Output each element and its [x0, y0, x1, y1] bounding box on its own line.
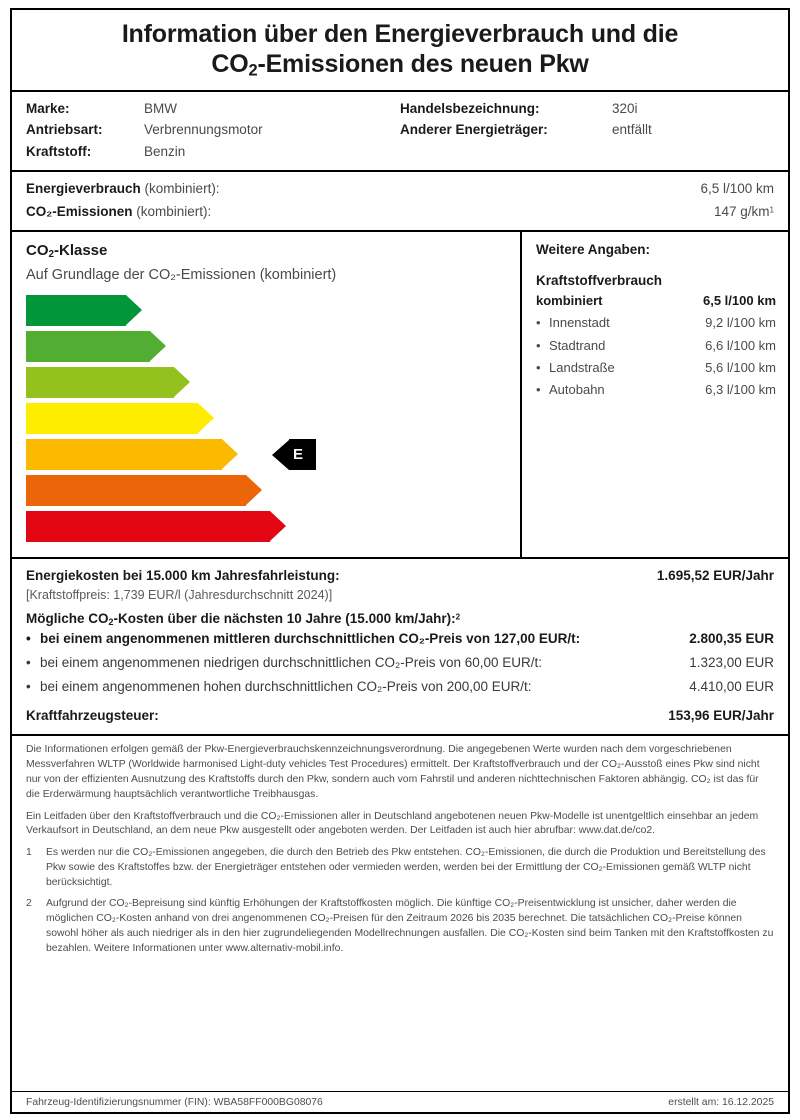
vehicle-row [26, 98, 400, 120]
co2-class-section [12, 230, 788, 559]
class-bar-g [26, 511, 270, 542]
fuel-label: • Autobahn [536, 379, 605, 401]
fuel-value: 6,3 l/100 km [705, 382, 776, 398]
fuel-price-note: [Kraftstoffpreis: 1,739 EUR/l (Jahresdurchschnitt 2024)] [26, 588, 333, 603]
class-bar-letter: G [40, 518, 52, 536]
fuel-row [536, 379, 776, 401]
bullet-icon: • [536, 382, 541, 398]
class-bar-tip [270, 511, 286, 541]
class-bar-tip [222, 439, 238, 469]
vin-text: Fahrzeug-Identifizierungsnummer (FIN): WBA58FF000BG08076 [26, 1097, 323, 1108]
class-bar-b [26, 331, 150, 362]
title-line-2: $CO_2$-Emissionen des neuen Pkw [211, 49, 589, 80]
fuel-row [536, 335, 776, 357]
footnote-number: 2 [26, 898, 32, 910]
page-title [12, 10, 788, 90]
created-date: erstellt am: 16.12.2025 [668, 1097, 774, 1108]
legal-paragraph-1: Die Informationen erfolgen gemäß der Pkw-Energieverbrauchskennzeichnungsverordnung. Die angegebenen Werte wurden nach dem vorgeschriebenen Messverfahren WLTP (Worldwide harmonised Light-duty vehicles Test Procedures) ermittelt. Der Kraftstoffverbrauch und der CO₂-Ausstoß eines Pkw sind nicht nur von der effizienten Ausnutzung des Kraftstoffs durch den Pkw, sondern auch vom Fahrstil und anderen nichttechnischen Faktoren abhängig. CO₂ ist das für die Erderwärmung hauptsächlich verantwortliche Treibhausgas. [26, 744, 760, 800]
consumption-row-co2 [26, 201, 774, 223]
vehicle-row [400, 119, 774, 141]
fuel-combined-value: 6,5 l/100 km [703, 292, 776, 308]
class-bar-letter: E [40, 446, 51, 464]
class-bar-letter: B [40, 338, 51, 356]
consumption-label: Energieverbrauch (kombiniert): [26, 181, 220, 197]
co2-cost-heading: Mögliche $CO_2$-Kosten über die nächsten 10 Jahre (15.000 km/Jahr):$^2$ [26, 611, 461, 628]
vehicle-tax-label: Kraftfahrzeugsteuer: [26, 708, 159, 724]
class-bar-tip [174, 367, 190, 397]
class-bar-d [26, 403, 198, 434]
consumption-value: 6,5 l/100 km [700, 181, 774, 197]
fuel-combined-label: kombiniert [536, 292, 603, 308]
vehicle-value: BMW [144, 100, 177, 116]
bullet-icon: • [536, 337, 541, 353]
energy-cost-label: Energiekosten bei 15.000 km Jahresfahrleistung: [26, 568, 340, 584]
fuel-label: • Innenstadt [536, 312, 610, 334]
co2-cost-row-low [26, 651, 774, 675]
vehicle-row [400, 98, 774, 120]
vehicle-tax-row [26, 706, 774, 726]
fuel-value: 9,2 l/100 km [705, 315, 776, 331]
vehicle-tax-value: 153,96 EUR/Jahr [668, 708, 774, 724]
footnote-text: Aufgrund der CO₂-Bepreisung sind künftig Erhöhungen der Kraftstoffkosten möglich. Die künftige CO₂-Preisentwicklung ist unsicher, daher werden die möglichen CO₂-Kosten anhand von drei angenommenen CO₂-Preisen für den Zeitraum 2026 bis 2035 berechnet. Die tatsächlichen CO₂-Preise können sowohl höher als auch niedriger als in den hier zugrundeliegenden Modellrechnungen ausfallen. Die CO₂-Kosten sind beim Tanken mit den Kraftstoffkosten zu bezahlen. Weitere Informationen unter www.alternativ-mobil.info. [46, 898, 774, 954]
class-bar-a [26, 295, 126, 326]
co2-class-subheading: Auf Grundlage der CO₂-Emissionen (kombiniert) [26, 267, 337, 284]
bullet-icon: • [536, 360, 541, 376]
fuel-label: • Stadtrand [536, 335, 605, 357]
fuel-row [536, 357, 776, 379]
label-frame [10, 8, 790, 1114]
marker-label: E [289, 439, 316, 470]
fuel-row [536, 312, 776, 334]
co2-class-marker [272, 439, 316, 470]
footnote-text: Es werden nur die CO₂-Emissionen angegeben, die durch den Betrieb des Pkw entstehen. CO₂-Emissionen, die durch die Produktion und Bereitstellung des Pkw sowie des Kraftstoffes bzw. der Energieträger entstehen oder vermieden werden, werden bei der Ermittlung der CO₂-Emissionen gemäß WLTP nicht berücksichtigt. [46, 847, 766, 888]
footer [12, 1091, 788, 1112]
co2-cost-value: 1.323,00 EUR [689, 655, 774, 671]
vehicle-info-right [400, 98, 774, 164]
bullet-icon: • [26, 679, 31, 695]
energy-cost-row [26, 565, 774, 586]
vehicle-info-block [12, 92, 788, 171]
fuel-value: 6,6 l/100 km [705, 337, 776, 353]
vehicle-label: Marke: [26, 100, 70, 116]
footnote-ref-2: 2 [455, 612, 461, 622]
fuel-label: • Landstraße [536, 357, 615, 379]
vehicle-value: Verbrennungsmotor [144, 122, 263, 138]
class-bar-e [26, 439, 222, 470]
co2-cost-row-medium [26, 627, 774, 651]
title-line-1: Information über den Energieverbrauch und die [121, 20, 679, 48]
class-bar-letter: D [40, 410, 51, 428]
additional-info-heading: Weitere Angaben: [536, 241, 651, 257]
class-bar-letter: F [40, 482, 50, 500]
bullet-icon: • [26, 655, 31, 671]
co2-cost-value: 4.410,00 EUR [689, 679, 774, 695]
fuel-value: 5,6 l/100 km [705, 360, 776, 376]
vehicle-value: entfällt [612, 122, 652, 138]
vehicle-row [26, 141, 400, 163]
class-bar-tip [126, 295, 142, 325]
marker-arrow-icon [272, 440, 289, 470]
class-bar-tip [246, 475, 262, 505]
legal-notes-block [12, 734, 788, 1091]
energy-cost-value: 1.695,52 EUR/Jahr [656, 568, 774, 584]
vehicle-value: 320i [612, 100, 638, 116]
footnote-number: 1 [26, 847, 32, 859]
vehicle-info-left [26, 98, 400, 164]
consumption-block [12, 172, 788, 230]
vehicle-row [26, 119, 400, 141]
class-bar-c [26, 367, 174, 398]
footnote-2 [26, 897, 774, 956]
bullet-icon: • [26, 631, 31, 647]
co2-cost-row-high [26, 675, 774, 699]
class-bar-f [26, 475, 246, 506]
costs-block [12, 559, 788, 734]
bullet-icon: • [536, 315, 541, 331]
fuel-combined-row [536, 290, 776, 312]
class-bar-letter: A [40, 302, 51, 320]
co2-cost-label: • bei einem angenommenen hohen durchschnittlichen CO₂-Preis von 200,00 EUR/t: [26, 675, 532, 699]
additional-info-box [520, 232, 788, 557]
co2-cost-value: 2.800,35 EUR [689, 631, 774, 647]
class-bar-tip [198, 403, 214, 433]
vehicle-label: Antriebsart: [26, 122, 103, 138]
consumption-label: CO₂-Emissionen (kombiniert): [26, 203, 212, 219]
consumption-value: 147 $g/km^1$ [713, 203, 774, 219]
co2-cost-label: • bei einem angenommenen mittleren durchschnittlichen CO₂-Preis von 127,00 EUR/t: [26, 627, 580, 651]
class-bar-letter: C [40, 374, 51, 392]
co2-cost-label: • bei einem angenommenen niedrigen durchschnittlichen CO₂-Preis von 60,00 EUR/t: [26, 651, 542, 675]
co2-class-heading: $CO_2$-Klasse [26, 241, 108, 261]
legal-paragraph-2: Ein Leitfaden über den Kraftstoffverbrauch und die CO₂-Emissionen aller in Deutschland angebotenen neuen Pkw-Modelle ist unentgeltlich einsehbar an jedem Verkaufsort in Deutschland, an dem neue Pkw ausgestellt oder angeboten werden. Der Leitfaden ist auch hier abrufbar: www.dat.de/co2. [26, 810, 759, 837]
co2-class-scale [26, 295, 506, 542]
footnote-1 [26, 846, 774, 890]
co2-class-box [12, 232, 520, 557]
vehicle-value: Benzin [144, 144, 186, 160]
vehicle-label: Anderer Energieträger: [400, 122, 548, 138]
footnote-ref-1: 1 [769, 204, 774, 214]
vehicle-label: Kraftstoff: [26, 144, 92, 160]
consumption-row-energy [26, 178, 774, 200]
class-bar-tip [150, 331, 166, 361]
fuel-consumption-heading: Kraftstoffverbrauch [536, 272, 663, 288]
vehicle-label: Handelsbezeichnung: [400, 100, 540, 116]
